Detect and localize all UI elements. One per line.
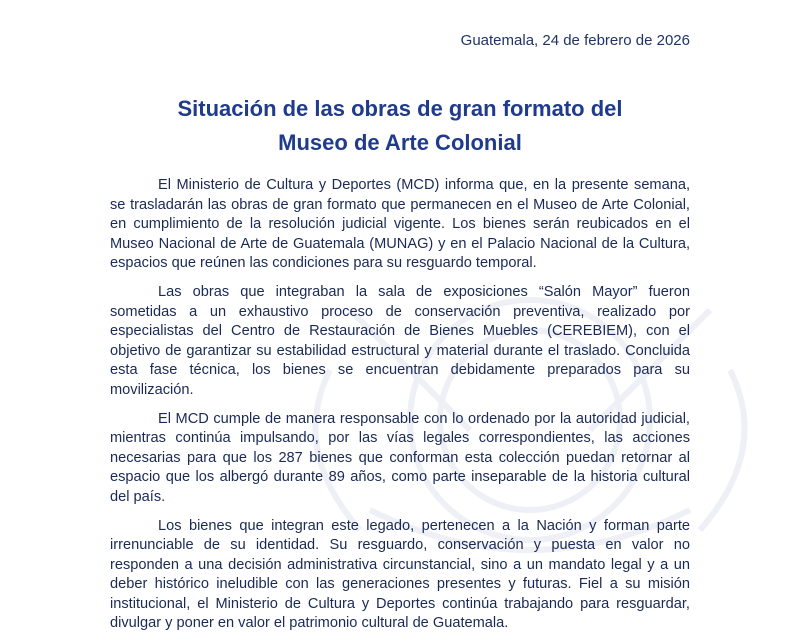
paragraph: Los bienes que integran este legado, pertenecen a la Nación y forman parte irrenunciable de su identidad. Su resguardo, conservación y puesta en valor no responden a una decisión administrativa circunstancial, sino a un mandato legal y a un deber histórico ineludible con las generaciones presentes y futuras. Fiel a su misión institucional, el Ministerio de Cultura y Deportes continúa trabajando para resguardar, divulgar y poner en valor el patrimonio cultural de Guatemala. bbox=[110, 517, 690, 632]
paragraph: El MCD cumple de manera responsable con lo ordenado por la autoridad judicial, mientras continúa impulsando, por las vías legales correspondientes, las acciones necesarias para que los 287 bienes que conforman esta colección puedan retornar al espacio que los albergó durante 89 años, como parte inseparable de la historia cultural del país. bbox=[110, 410, 690, 505]
title-line-2: Museo de Arte Colonial bbox=[278, 130, 522, 155]
paragraph: El Ministerio de Cultura y Deportes (MCD) informa que, en la presente semana, se trasladarán las obras de gran formato que permanecen en el Museo de Arte Colonial, en cumplimiento de la resolución judicial vigente. Los bienes serán reubicados en el Museo Nacional de Arte de Guatemala (MUNAG) y en el Palacio Nacional de la Cultura, espacios que reúnen las condiciones para su resguardo temporal. bbox=[110, 177, 690, 272]
paragraph: Las obras que integraban la sala de exposiciones “Salón Mayor” fueron sometidas a un exhaustivo proceso de conservación preventiva, realizado por especialistas del Centro de Restauración de Bienes Muebles (CEREBIEM), con el objetivo de garantizar su estabilidad estructural y material durante el traslado. Concluida esta fase técnica, los bienes se encuentran debidamente preparados para su movilización. bbox=[110, 283, 690, 398]
title-line-1: Situación de las obras de gran formato del bbox=[177, 96, 623, 121]
document-body bbox=[110, 176, 690, 643]
document-date: Guatemala, 24 de febrero de 2026 bbox=[460, 32, 690, 49]
document-title bbox=[0, 92, 800, 160]
